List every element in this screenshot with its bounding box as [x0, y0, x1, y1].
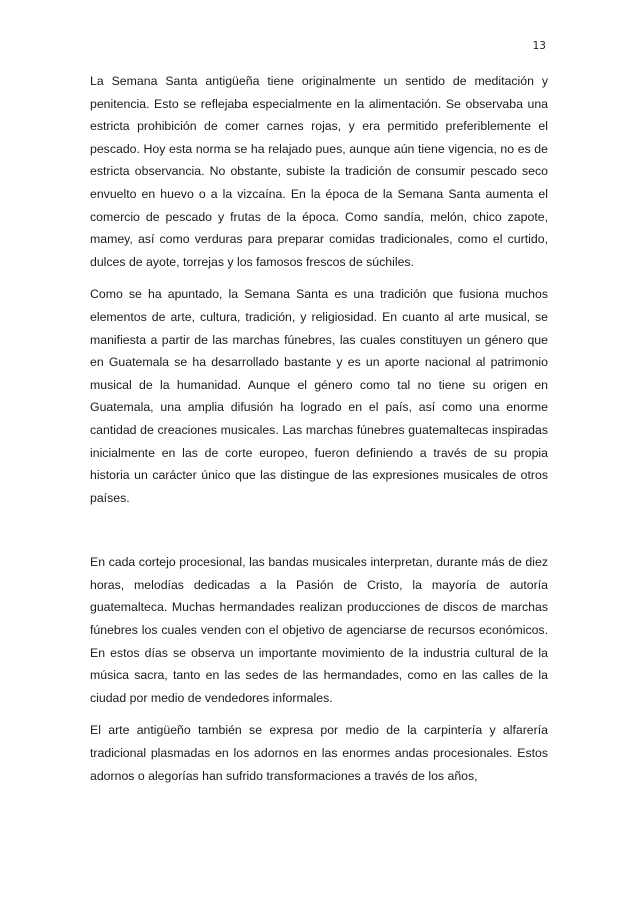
paragraph-processional-bands: En cada cortejo procesional, las bandas musicales interpretan, durante más de diez horas, melodías dedicadas a la Pasión de Cristo, la mayoría de autoría guatemalteca. Muchas hermandades realizan producciones de discos de marchas fúnebres los cuales venden con el objetivo de agenciarse de recursos económicos. En estos días se observa un importante movimiento de la industria cultural de la música sacra, tanto en las sedes de las hermandades, como en las calles de la ciudad por medio de vendedores informales. — [90, 555, 548, 705]
paragraph-carpentry-pottery: El arte antigüeño también se expresa por medio de la carpintería y alfarería tradicional plasmadas en los adornos en las enormes andas procesionales. Estos adornos o alegorías han sufrido transformaciones a través de los años, — [90, 723, 548, 783]
body-text — [90, 70, 548, 797]
paragraph-lent-food: La Semana Santa antigüeña tiene originalmente un sentido de meditación y penitencia. Esto se reflejaba especialmente en la alimentación. Se observaba una estricta prohibición de comer carnes rojas, y era permitido preferiblemente el pescado. Hoy esta norma se ha relajado pues, aunque aún tiene vigencia, no es de estricta observancia. No obstante, subiste la tradición de consumir pescado seco envuelto en huevo o a la vizcaína. En la época de la Semana Santa aumenta el comercio de pescado y frutas de la época. Como sandía, melón, chico zapote, mamey, así como verduras para preparar comidas tradicionales, como el curtido, dulces de ayote, torrejas y los famosos frescos de súchiles. — [90, 74, 548, 269]
paragraph-funeral-marches: Como se ha apuntado, la Semana Santa es una tradición que fusiona muchos elementos de arte, cultura, tradición, y religiosidad. En cuanto al arte musical, se manifiesta a partir de las marchas fúnebres, las cuales constituyen un género que en Guatemala se ha desarrollado bastante y es un aporte nacional al patrimonio musical de la humanidad. Aunque el género como tal no tiene su origen en Guatemala, una amplia difusión ha logrado en el país, así como una enorme cantidad de creaciones musicales. Las marchas fúnebres guatemaltecas inspiradas inicialmente en las de corte europeo, fueron definiendo a través de su propia historia un carácter único que las distingue de las expresiones musicales de otros países. — [90, 287, 548, 505]
page-number: 13 — [532, 40, 546, 52]
